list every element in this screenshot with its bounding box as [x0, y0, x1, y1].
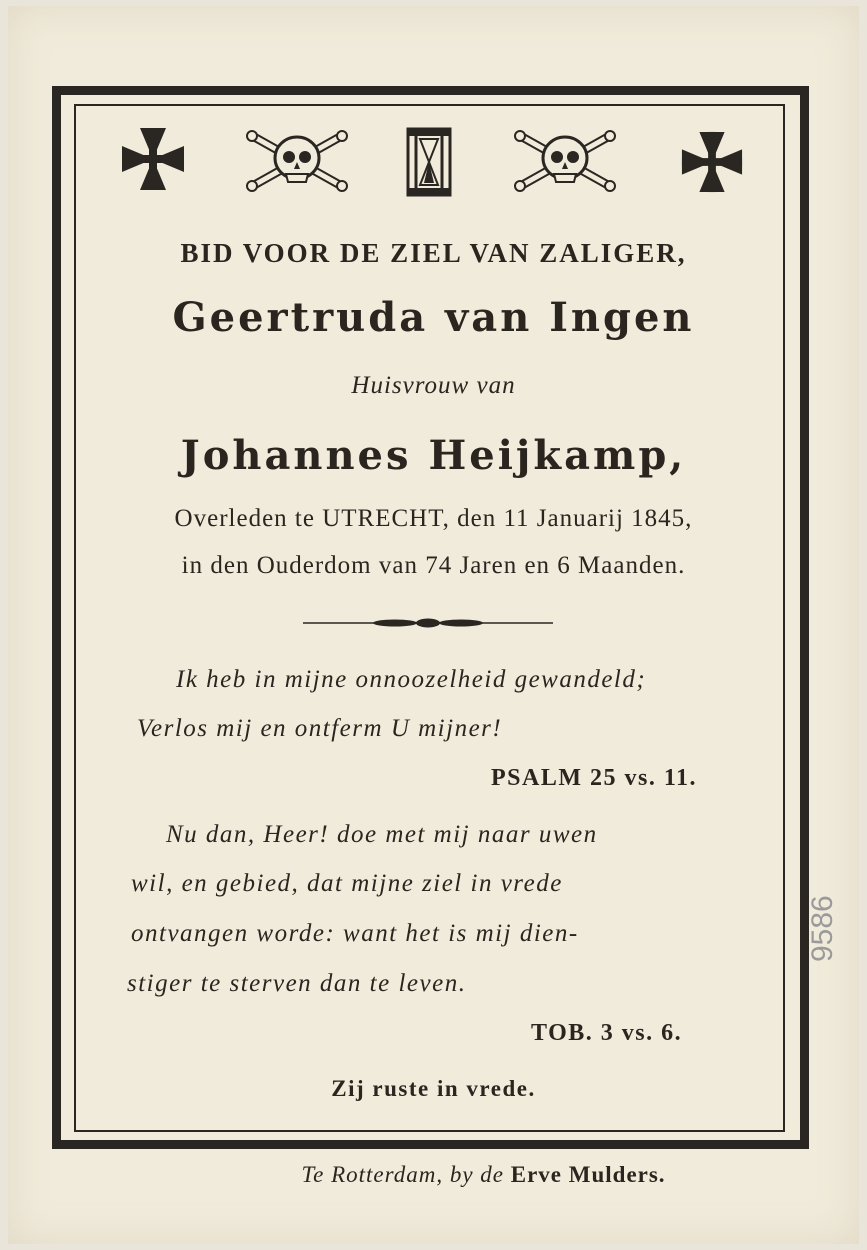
hourglass-icon — [406, 127, 452, 197]
closing-blessing: Zij ruste in vrede. — [331, 1076, 536, 1101]
deceased-name: Geertruda van Ingen — [172, 294, 695, 341]
spouse-name: Johannes Heijkamp, — [180, 432, 687, 479]
verse2-reference: TOB. 3 vs. 6. — [531, 1020, 683, 1046]
cross-pattee-icon — [680, 130, 744, 194]
verse1-line1: Ik heb in mijne onnoozelheid gewandeld; — [176, 666, 647, 693]
spouse-label: Huisvrouw van — [351, 372, 516, 399]
pencil-annotation: 9586 — [806, 895, 839, 962]
verse1-line2: Verlos mij en ontferm U mijner! — [137, 715, 503, 742]
printer-imprint — [0, 1162, 867, 1188]
verse2-line2: wil, en gebied, dat mijne ziel in vrede — [131, 870, 563, 897]
printer-name: Erve Mulders. — [510, 1162, 666, 1187]
skull-crossbones-icon — [244, 128, 350, 194]
printer-prefix: Te Rotterdam, by de — [301, 1162, 504, 1187]
skull-crossbones-icon — [512, 128, 618, 194]
verse1-reference: PSALM 25 vs. 11. — [491, 765, 698, 791]
death-place-date: Overleden te UTRECHT, den 11 Januarij 1845, — [174, 505, 693, 532]
verse2-line4: stiger te sterven dan te leven. — [127, 970, 467, 997]
verse2-line3: ontvangen worde: want het is mij dien- — [131, 920, 579, 947]
age-at-death: in den Ouderdom van 74 Jaren en 6 Maanden. — [181, 552, 686, 579]
cross-pattee-icon — [120, 126, 186, 192]
verse2-line1: Nu dan, Heer! doe met mij naar uwen — [166, 821, 598, 848]
ornamental-divider — [303, 616, 553, 630]
prayer-heading: BID VOOR DE ZIEL VAN ZALIGER, — [180, 238, 687, 268]
